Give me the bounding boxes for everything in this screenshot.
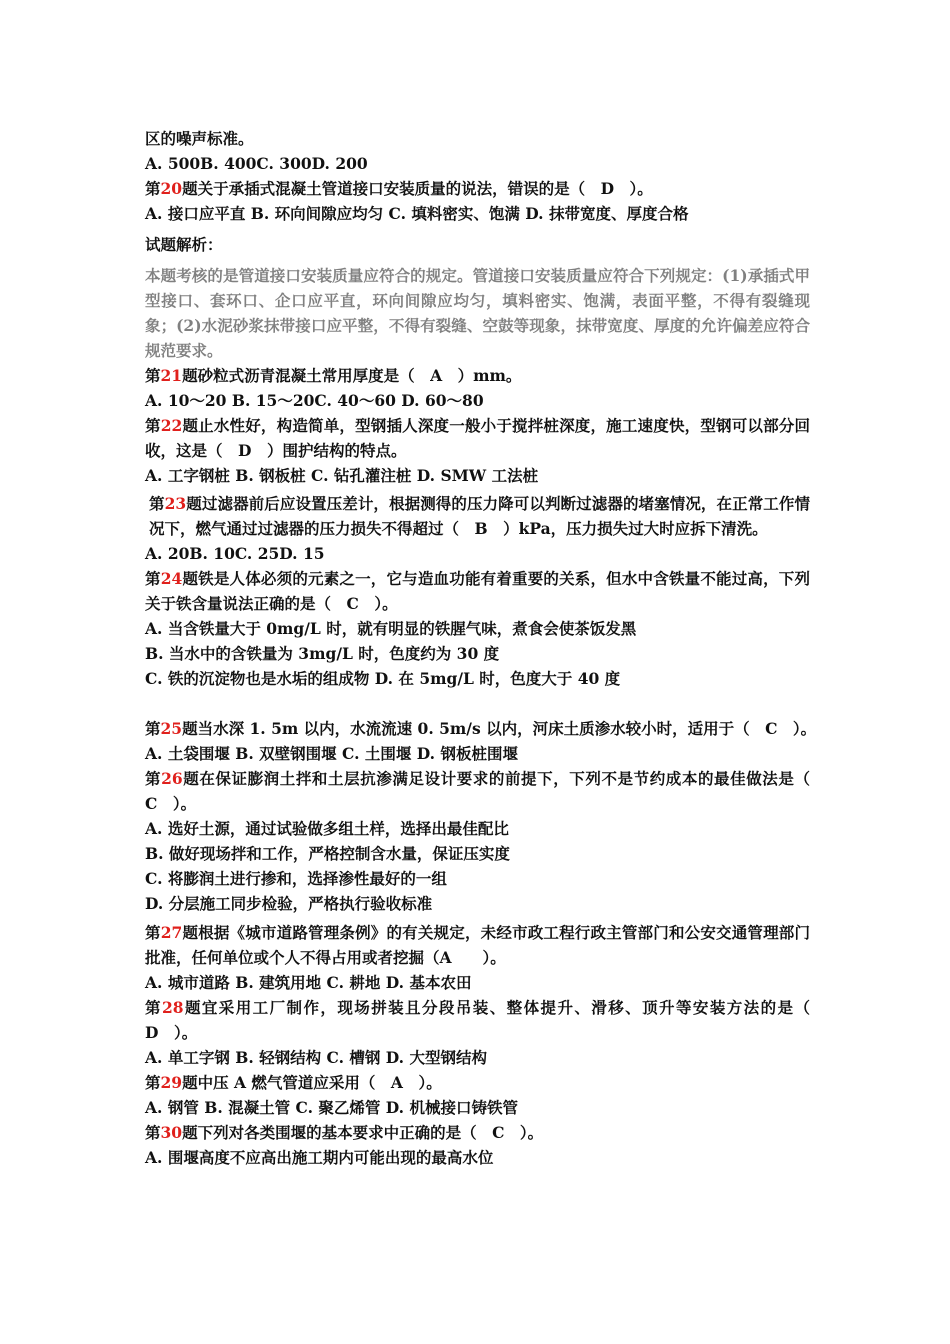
q26-option-c: C. 将膨润土进行掺和，选择渗性最好的一组: [145, 869, 447, 888]
analysis-text: 本题考核的是管道接口安装质量应符合的规定。管道接口安装质量应符合下列规定：(1)承插式甲型接口、套环口、企口应平直，环向间隙应均匀，填料密实、饱满，表面平整，不得有裂缝现象；(2)水泥砂浆抹带接口应平整，不得有裂缝、空鼓等现象，抹带宽度、厚度的允许偏差应符合规范要求。: [145, 266, 810, 360]
q20-number: 20: [160, 179, 183, 198]
q27-text: 题根据《城市道路管理条例》的有关规定，未经市政工程行政主管部门和公安交通管理部门批准，任何单位或个人不得占用或者挖掘（A ）。: [145, 923, 810, 967]
q24-option-cd: C. 铁的沉淀物也是水垢的组成物 D. 在 5mg/L 时，色度大于 40 度: [145, 669, 621, 688]
q20-options: A. 接口应平直 B. 环向间隙应均匀 C. 填料密实、饱满 D. 抹带宽度、厚度合格: [145, 204, 689, 223]
q28-options: A. 单工字钢 B. 轻钢结构 C. 槽钢 D. 大型钢结构: [145, 1048, 487, 1067]
q-prefix: 第: [145, 719, 161, 738]
q27-options: A. 城市道路 B. 建筑用地 C. 耕地 D. 基本农田: [145, 973, 472, 992]
q28-stem: [145, 995, 826, 1045]
q26-option-a: A. 选好土源，通过试验做多组土样，选择出最佳配比: [145, 819, 509, 838]
q26-text: 题在保证膨润土拌和土层抗渗满足设计要求的前提下，下列不是节约成本的最佳做法是（ C ）。: [145, 769, 826, 813]
q22-number: 22: [160, 416, 183, 435]
q19-options: A. 500B. 400C. 300D. 200: [145, 154, 368, 173]
q25-stem: [145, 716, 817, 741]
q23-options: A. 20B. 10C. 25D. 15: [145, 544, 325, 563]
q-prefix: 第: [145, 569, 161, 588]
q26-stem: [145, 766, 826, 816]
q24-text: 题铁是人体必须的元素之一，它与造血功能有着重要的关系，但水中含铁量不能过高，下列关于铁含量说法正确的是（ C ）。: [145, 569, 810, 613]
q-prefix: 第: [145, 416, 161, 435]
q23-number: 23: [164, 494, 187, 513]
q-prefix: 第: [145, 769, 162, 788]
q24-option-a: A. 当含铁量大于 0mg/L 时，就有明显的铁腥气味，煮食会使茶饭发黑: [145, 619, 637, 638]
q30-stem: [145, 1120, 810, 1145]
q-prefix: 第: [145, 1123, 161, 1142]
q21-stem: [145, 363, 810, 388]
document-page: [145, 126, 826, 1170]
q30-number: 30: [160, 1123, 183, 1142]
q-prefix: 第: [149, 494, 165, 513]
q20-text: 题关于承插式混凝土管道接口安装质量的说法，错误的是（ D ）。: [182, 179, 653, 198]
q24-stem: [145, 566, 810, 616]
q29-stem: [145, 1070, 810, 1095]
q23-text: 题过滤器前后应设置压差计，根据测得的压力降可以判断过滤器的堵塞情况，在正常工作情况下，燃气通过过滤器的压力损失不得超过（ B ）kPa，压力损失过大时应拆下清洗。: [149, 494, 810, 538]
q29-number: 29: [160, 1073, 183, 1092]
q22-text: 题止水性好，构造简单，型钢插人深度一般小于搅拌桩深度，施工速度快，型钢可以部分回收，这是（ D ）围护结构的特点。: [145, 416, 810, 460]
q26-option-b: B. 做好现场拌和工作，严格控制含水量，保证压实度: [145, 844, 510, 863]
q25-text: 题当水深 1. 5m 以内，水流流速 0. 5m/s 以内，河床土质渗水较小时，适用于（ C ）。: [182, 719, 817, 738]
q28-number: 28: [161, 998, 184, 1017]
q20-stem: [145, 176, 810, 201]
q-prefix: 第: [145, 179, 161, 198]
q24-number: 24: [160, 569, 183, 588]
q21-options: A. 10～20 B. 15～20C. 40～60 D. 60～80: [145, 391, 484, 410]
q30-option-a: A. 围堰高度不应高出施工期内可能出现的最高水位: [145, 1148, 494, 1167]
q27-stem: [145, 920, 810, 970]
q25-number: 25: [160, 719, 183, 738]
analysis-label: 试题解析：: [145, 235, 223, 254]
q29-options: A. 钢管 B. 混凝土管 C. 聚乙烯管 D. 机械接口铸铁管: [145, 1098, 518, 1117]
q24-option-b: B. 当水中的含铁量为 3mg/L 时，色度约为 30 度: [145, 644, 500, 663]
q21-number: 21: [160, 366, 183, 385]
q23-stem: [145, 491, 810, 541]
q28-text: 题宜采用工厂制作，现场拼装且分段吊装、整体提升、滑移、顶升等安装方法的是（ D ）。: [145, 998, 826, 1042]
q-prefix: 第: [145, 366, 161, 385]
q-prefix: 第: [145, 998, 162, 1017]
q26-number: 26: [161, 769, 183, 788]
q27-number: 27: [160, 923, 183, 942]
q22-stem: [145, 413, 810, 463]
q25-options: A. 土袋围堰 B. 双壁钢围堰 C. 土围堰 D. 钢板桩围堰: [145, 744, 518, 763]
q29-text: 题中压 A 燃气管道应采用（ A ）。: [182, 1073, 442, 1092]
q26-option-d: D. 分层施工同步检验，严格执行验收标准: [145, 894, 433, 913]
q-prefix: 第: [145, 923, 161, 942]
q22-options: A. 工字钢桩 B. 钢板桩 C. 钻孔灌注桩 D. SMW 工法桩: [145, 466, 539, 485]
q21-text: 题砂粒式沥青混凝土常用厚度是（ A ）mm。: [182, 366, 522, 385]
q-prefix: 第: [145, 1073, 161, 1092]
prev-question-fragment: 区的噪声标准。: [145, 129, 254, 148]
q30-text: 题下列对各类围堰的基本要求中正确的是（ C ）。: [182, 1123, 544, 1142]
